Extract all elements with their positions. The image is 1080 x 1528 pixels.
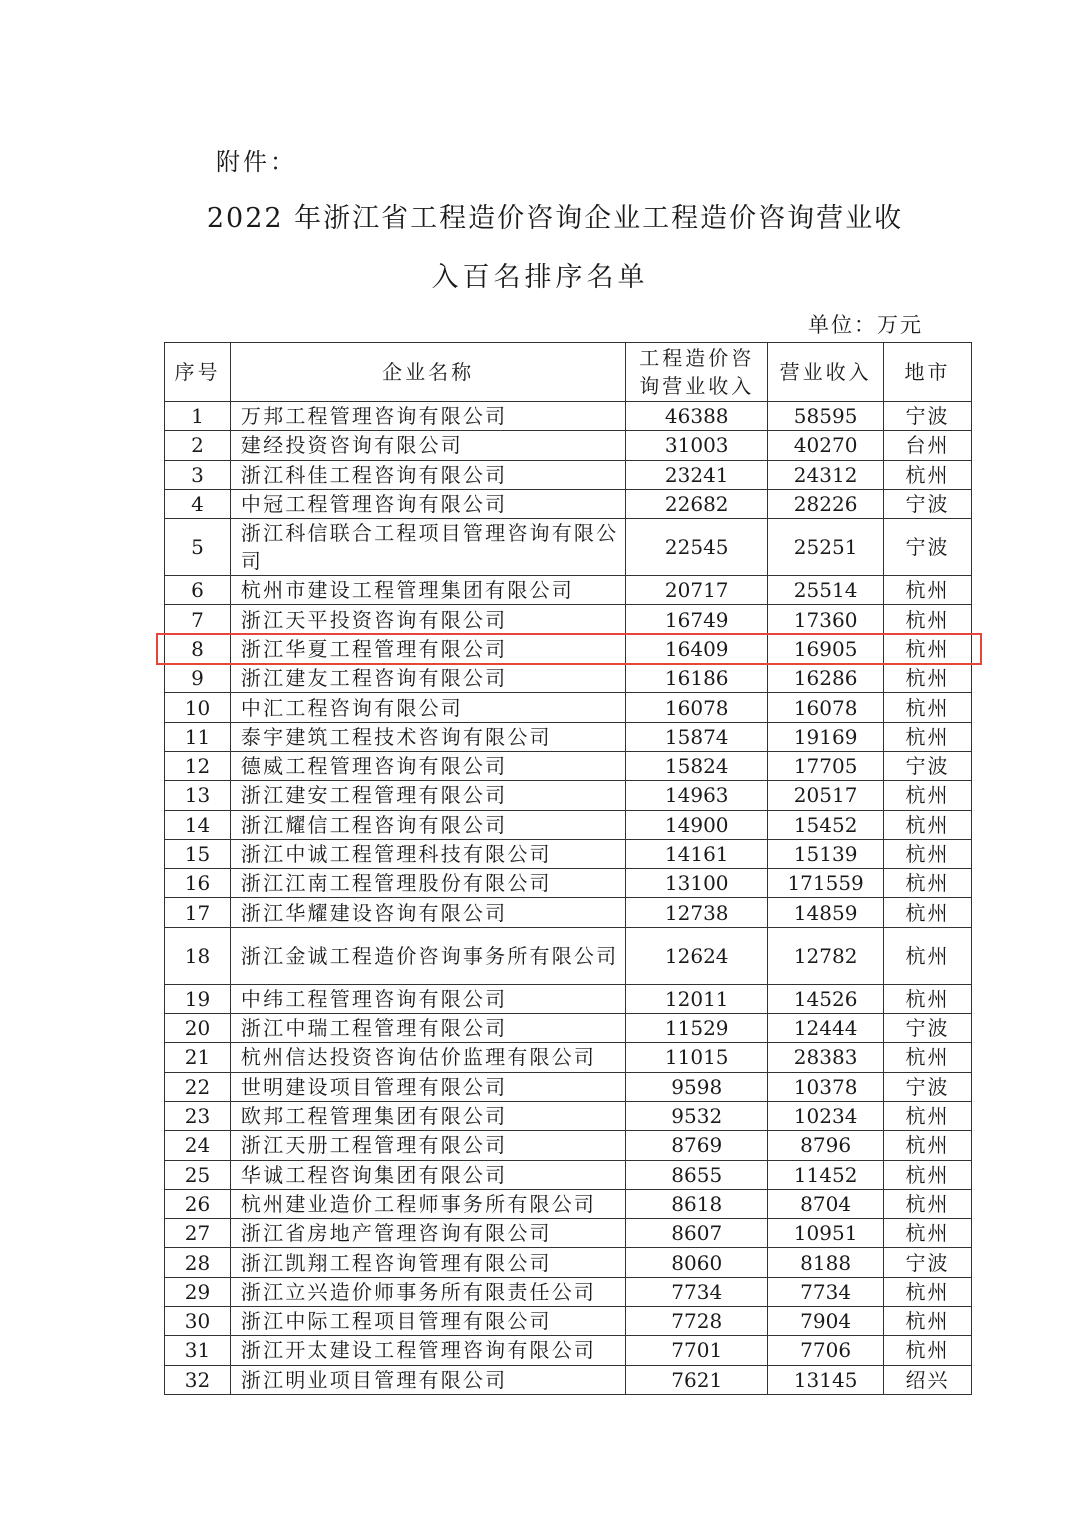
row-rank: 13 [165, 781, 231, 810]
row-city: 杭州 [884, 576, 972, 605]
row-revenue: 12444 [768, 1014, 884, 1043]
row-company-name: 浙江中瑞工程管理有限公司 [230, 1014, 625, 1043]
table-row [165, 693, 972, 722]
row-city: 杭州 [884, 781, 972, 810]
table-row [165, 1101, 972, 1130]
row-cost-consulting-revenue: 11529 [626, 1014, 768, 1043]
row-company-name: 中冠工程管理咨询有限公司 [230, 489, 625, 518]
row-cost-consulting-revenue: 12624 [626, 927, 768, 984]
row-city: 宁波 [884, 519, 972, 576]
row-cost-consulting-revenue: 16749 [626, 605, 768, 634]
row-cost-consulting-revenue: 9598 [626, 1072, 768, 1101]
row-city: 杭州 [884, 1043, 972, 1072]
table-row [165, 1248, 972, 1277]
row-city: 杭州 [884, 1101, 972, 1130]
row-revenue: 40270 [768, 431, 884, 460]
row-cost-consulting-revenue: 8769 [626, 1131, 768, 1160]
row-cost-consulting-revenue: 14161 [626, 839, 768, 868]
row-company-name: 浙江华夏工程管理有限公司 [230, 634, 625, 663]
table-row [165, 984, 972, 1013]
ranking-table [164, 342, 972, 1395]
row-city: 台州 [884, 431, 972, 460]
table-body [165, 402, 972, 1395]
table-row [165, 1189, 972, 1218]
row-city: 杭州 [884, 605, 972, 634]
row-rank: 23 [165, 1101, 231, 1130]
row-company-name: 浙江省房地产管理咨询有限公司 [230, 1219, 625, 1248]
row-cost-consulting-revenue: 9532 [626, 1101, 768, 1130]
row-cost-consulting-revenue: 7621 [626, 1365, 768, 1394]
row-cost-consulting-revenue: 16186 [626, 664, 768, 693]
row-rank: 19 [165, 984, 231, 1013]
table-row [165, 664, 972, 693]
header-city: 地市 [884, 343, 972, 402]
row-cost-consulting-revenue: 16409 [626, 634, 768, 663]
row-city: 杭州 [884, 839, 972, 868]
row-rank: 25 [165, 1160, 231, 1189]
row-cost-consulting-revenue: 8607 [626, 1219, 768, 1248]
table-row [165, 898, 972, 927]
table-row [165, 839, 972, 868]
table-row [165, 781, 972, 810]
row-revenue: 13145 [768, 1365, 884, 1394]
row-cost-consulting-revenue: 31003 [626, 431, 768, 460]
row-cost-consulting-revenue: 8655 [626, 1160, 768, 1189]
row-company-name: 世明建设项目管理有限公司 [230, 1072, 625, 1101]
row-company-name: 浙江华耀建设咨询有限公司 [230, 898, 625, 927]
document-title-line-1: 2022 年浙江省工程造价咨询企业工程造价咨询营业收 [206, 203, 904, 234]
row-cost-consulting-revenue: 7734 [626, 1277, 768, 1306]
row-company-name: 中纬工程管理咨询有限公司 [230, 984, 625, 1013]
row-company-name: 浙江明业项目管理有限公司 [230, 1365, 625, 1394]
row-city: 杭州 [884, 1219, 972, 1248]
row-cost-consulting-revenue: 11015 [626, 1043, 768, 1072]
row-revenue: 10378 [768, 1072, 884, 1101]
row-rank: 10 [165, 693, 231, 722]
row-city: 杭州 [884, 869, 972, 898]
row-cost-consulting-revenue: 15874 [626, 722, 768, 751]
row-cost-consulting-revenue: 7701 [626, 1336, 768, 1365]
header-company-name: 企业名称 [230, 343, 625, 402]
row-company-name: 浙江天平投资咨询有限公司 [230, 605, 625, 634]
row-cost-consulting-revenue: 12011 [626, 984, 768, 1013]
row-rank: 32 [165, 1365, 231, 1394]
row-revenue: 8796 [768, 1131, 884, 1160]
row-company-name: 杭州信达投资咨询估价监理有限公司 [230, 1043, 625, 1072]
row-city: 杭州 [884, 1307, 972, 1336]
row-rank: 16 [165, 869, 231, 898]
row-company-name: 欧邦工程管理集团有限公司 [230, 1101, 625, 1130]
row-company-name: 浙江建安工程管理有限公司 [230, 781, 625, 810]
row-rank: 29 [165, 1277, 231, 1306]
row-rank: 12 [165, 751, 231, 780]
row-company-name: 华诚工程咨询集团有限公司 [230, 1160, 625, 1189]
row-company-name: 杭州市建设工程管理集团有限公司 [230, 576, 625, 605]
row-company-name: 建经投资咨询有限公司 [230, 431, 625, 460]
row-revenue: 16286 [768, 664, 884, 693]
row-cost-consulting-revenue: 8618 [626, 1189, 768, 1218]
row-rank: 1 [165, 402, 231, 431]
row-rank: 11 [165, 722, 231, 751]
row-company-name: 杭州建业造价工程师事务所有限公司 [230, 1189, 625, 1218]
row-city: 杭州 [884, 664, 972, 693]
row-rank: 14 [165, 810, 231, 839]
row-cost-consulting-revenue: 14963 [626, 781, 768, 810]
row-revenue: 25251 [768, 519, 884, 576]
row-revenue: 17360 [768, 605, 884, 634]
table-row [165, 402, 972, 431]
table-row [165, 1072, 972, 1101]
row-company-name: 浙江科信联合工程项目管理咨询有限公司 [230, 519, 625, 576]
row-revenue: 12782 [768, 927, 884, 984]
row-city: 杭州 [884, 1336, 972, 1365]
header-cost-consulting-revenue: 工程造价咨询营业收入 [626, 343, 768, 402]
unit-label: 单位：万元 [808, 313, 923, 337]
row-rank: 17 [165, 898, 231, 927]
table-row [165, 519, 972, 576]
row-cost-consulting-revenue: 16078 [626, 693, 768, 722]
row-rank: 20 [165, 1014, 231, 1043]
row-city: 杭州 [884, 1277, 972, 1306]
row-cost-consulting-revenue: 23241 [626, 460, 768, 489]
row-city: 杭州 [884, 460, 972, 489]
row-revenue: 19169 [768, 722, 884, 751]
row-rank: 2 [165, 431, 231, 460]
row-company-name: 浙江建友工程咨询有限公司 [230, 664, 625, 693]
row-city: 杭州 [884, 927, 972, 984]
row-rank: 22 [165, 1072, 231, 1101]
row-city: 宁波 [884, 1248, 972, 1277]
table-row [165, 1277, 972, 1306]
row-revenue: 20517 [768, 781, 884, 810]
table-row [165, 751, 972, 780]
document-title-line-2: 入百名排序名单 [431, 262, 649, 293]
row-company-name: 泰宇建筑工程技术咨询有限公司 [230, 722, 625, 751]
row-cost-consulting-revenue: 14900 [626, 810, 768, 839]
row-cost-consulting-revenue: 22545 [626, 519, 768, 576]
row-revenue: 16078 [768, 693, 884, 722]
attachment-label: 附件： [216, 148, 297, 176]
row-rank: 5 [165, 519, 231, 576]
row-rank: 27 [165, 1219, 231, 1248]
row-company-name: 万邦工程管理咨询有限公司 [230, 402, 625, 431]
table-row [165, 460, 972, 489]
row-rank: 28 [165, 1248, 231, 1277]
row-rank: 30 [165, 1307, 231, 1336]
table-row [165, 1336, 972, 1365]
row-city: 杭州 [884, 1189, 972, 1218]
row-company-name: 浙江中际工程项目管理有限公司 [230, 1307, 625, 1336]
row-city: 宁波 [884, 489, 972, 518]
row-city: 杭州 [884, 898, 972, 927]
row-revenue: 24312 [768, 460, 884, 489]
row-rank: 4 [165, 489, 231, 518]
row-cost-consulting-revenue: 22682 [626, 489, 768, 518]
table-header-row [165, 343, 972, 402]
row-city: 杭州 [884, 1131, 972, 1160]
header-rank: 序号 [165, 343, 231, 402]
row-city: 杭州 [884, 722, 972, 751]
row-city: 杭州 [884, 1160, 972, 1189]
row-revenue: 25514 [768, 576, 884, 605]
row-city: 宁波 [884, 751, 972, 780]
row-company-name: 浙江开太建设工程管理咨询有限公司 [230, 1336, 625, 1365]
row-rank: 3 [165, 460, 231, 489]
row-revenue: 8188 [768, 1248, 884, 1277]
row-rank: 24 [165, 1131, 231, 1160]
row-rank: 26 [165, 1189, 231, 1218]
row-revenue: 14526 [768, 984, 884, 1013]
row-company-name: 浙江科佳工程咨询有限公司 [230, 460, 625, 489]
row-city: 杭州 [884, 984, 972, 1013]
row-cost-consulting-revenue: 15824 [626, 751, 768, 780]
table-row [165, 1307, 972, 1336]
row-revenue: 58595 [768, 402, 884, 431]
row-revenue: 8704 [768, 1189, 884, 1218]
header-revenue: 营业收入 [768, 343, 884, 402]
row-revenue: 17705 [768, 751, 884, 780]
table-row [165, 927, 972, 984]
row-revenue: 7706 [768, 1336, 884, 1365]
table-row [165, 605, 972, 634]
row-city: 杭州 [884, 634, 972, 663]
row-company-name: 浙江天册工程管理有限公司 [230, 1131, 625, 1160]
table-row [165, 1219, 972, 1248]
table-row [165, 869, 972, 898]
row-cost-consulting-revenue: 8060 [626, 1248, 768, 1277]
row-revenue: 7904 [768, 1307, 884, 1336]
row-rank: 8 [165, 634, 231, 663]
row-rank: 18 [165, 927, 231, 984]
row-revenue: 28383 [768, 1043, 884, 1072]
row-cost-consulting-revenue: 20717 [626, 576, 768, 605]
table-row [165, 1365, 972, 1394]
row-company-name: 浙江立兴造价师事务所有限责任公司 [230, 1277, 625, 1306]
row-city: 杭州 [884, 810, 972, 839]
row-company-name: 浙江金诚工程造价咨询事务所有限公司 [230, 927, 625, 984]
row-cost-consulting-revenue: 46388 [626, 402, 768, 431]
row-company-name: 浙江凯翔工程咨询管理有限公司 [230, 1248, 625, 1277]
row-revenue: 15139 [768, 839, 884, 868]
row-city: 杭州 [884, 693, 972, 722]
table-row [165, 431, 972, 460]
row-rank: 15 [165, 839, 231, 868]
row-revenue: 16905 [768, 634, 884, 663]
row-revenue: 171559 [768, 869, 884, 898]
table-row [165, 810, 972, 839]
row-rank: 9 [165, 664, 231, 693]
row-rank: 6 [165, 576, 231, 605]
row-company-name: 浙江耀信工程咨询有限公司 [230, 810, 625, 839]
table-row [165, 722, 972, 751]
row-rank: 7 [165, 605, 231, 634]
row-rank: 31 [165, 1336, 231, 1365]
row-city: 宁波 [884, 1072, 972, 1101]
row-city: 宁波 [884, 1014, 972, 1043]
row-cost-consulting-revenue: 12738 [626, 898, 768, 927]
row-company-name: 中汇工程咨询有限公司 [230, 693, 625, 722]
row-revenue: 15452 [768, 810, 884, 839]
row-revenue: 10951 [768, 1219, 884, 1248]
row-cost-consulting-revenue: 13100 [626, 869, 768, 898]
table-row [165, 576, 972, 605]
row-revenue: 10234 [768, 1101, 884, 1130]
table-row [165, 1014, 972, 1043]
table-row [165, 634, 972, 663]
row-city: 宁波 [884, 402, 972, 431]
row-rank: 21 [165, 1043, 231, 1072]
row-company-name: 浙江中诚工程管理科技有限公司 [230, 839, 625, 868]
table-row [165, 489, 972, 518]
table-row [165, 1160, 972, 1189]
row-revenue: 28226 [768, 489, 884, 518]
row-revenue: 7734 [768, 1277, 884, 1306]
row-cost-consulting-revenue: 7728 [626, 1307, 768, 1336]
row-company-name: 德威工程管理咨询有限公司 [230, 751, 625, 780]
row-revenue: 14859 [768, 898, 884, 927]
row-company-name: 浙江江南工程管理股份有限公司 [230, 869, 625, 898]
row-city: 绍兴 [884, 1365, 972, 1394]
table-row [165, 1043, 972, 1072]
table-row [165, 1131, 972, 1160]
row-revenue: 11452 [768, 1160, 884, 1189]
